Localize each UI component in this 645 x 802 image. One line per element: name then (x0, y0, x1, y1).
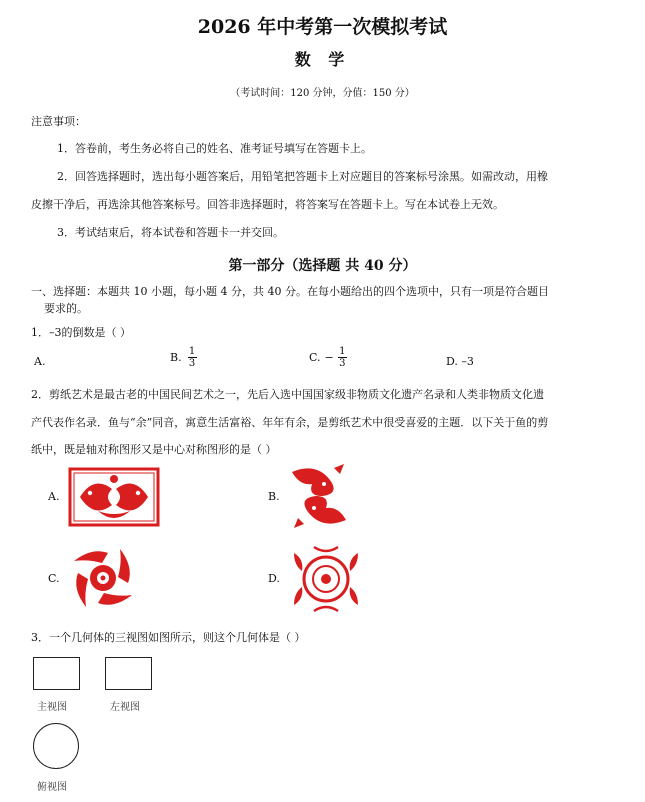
q1-option-d: D. –3 (446, 355, 474, 368)
front-view-rectangle (33, 657, 80, 690)
part-one-heading: 第一部分（选择题 共 40 分） (228, 258, 417, 274)
papercut-fish-a-image (68, 467, 160, 527)
question-2-line-2: 产代表作名录．鱼与“余”同音，寓意生活富裕、年年有余，是剪纸艺术中很受喜爱的主题．以下关于鱼的剪 (31, 416, 549, 429)
q1-option-c-denominator: 3 (339, 358, 346, 369)
note-item-3: 3．考试结束后，将本试卷和答题卡一并交回。 (57, 226, 284, 239)
left-view-caption: 左视图 (110, 702, 140, 713)
papercut-fish-d-image (290, 545, 362, 613)
q1-option-c-fraction (338, 346, 347, 369)
left-view-rectangle (105, 657, 152, 690)
note-item-2-line-2: 皮擦干净后，再选涂其他答案标号。回答非选择题时，将答案写在答题卡上。写在本试卷上无效。 (31, 198, 504, 211)
q1-option-b (170, 346, 197, 369)
subject-title: 数 学 (294, 50, 351, 69)
note-item-1: 1．答卷前，考生务必将自己的姓名、准考证号填写在答题卡上。 (57, 142, 372, 155)
papercut-fish-b-image (286, 462, 352, 530)
q2-option-c-label: C. (48, 572, 60, 585)
question-3-stem: 3．一个几何体的三视图如图所示，则这个几何体是（ ） (31, 631, 306, 644)
papercut-fish-c-image (68, 543, 138, 613)
exam-info: （考试时间：120 分钟，分值：150 分） (230, 88, 415, 99)
question-1-stem: 1．–3的倒数是（ ） (31, 326, 131, 339)
q1-option-b-denominator: 3 (188, 358, 196, 369)
q1-option-c-sign: − (324, 351, 334, 364)
q1-option-c-label: C. (309, 351, 321, 364)
question-2-line-3: 纸中，既是轴对称图形又是中心对称图形的是（ ） (31, 443, 277, 456)
top-view-circle (33, 723, 79, 769)
note-item-2-line-1: 2．回答选择题时，选出每小题答案后，用铅笔把答题卡上对应题目的答案标号涂黑。如需改动，用橡 (57, 170, 548, 183)
q1-option-b-numerator: 1 (188, 346, 196, 357)
q1-option-c (309, 346, 347, 369)
front-view-caption: 主视图 (37, 702, 67, 713)
q1-option-c-numerator: 1 (339, 346, 346, 357)
q1-option-b-label: B. (170, 351, 182, 364)
question-2-line-1: 2．剪纸艺术是最古老的中国民间艺术之一，先后入选中国国家级非物质文化遗产名录和人类非物质文化遗 (31, 388, 544, 401)
top-view-caption: 俯视图 (37, 782, 67, 793)
exam-title: 2026 年中考第一次模拟考试 (197, 16, 448, 38)
q2-option-d-label: D. (268, 572, 280, 585)
section-intro-line-1: 一、选择题：本题共 10 小题，每小题 4 分，共 40 分。在每小题给出的四个选项中，只有一项是符合题目 (31, 285, 549, 298)
q2-option-b-label: B. (268, 490, 280, 503)
notes-heading: 注意事项： (31, 115, 86, 128)
q1-option-a: A. (34, 355, 46, 368)
q1-option-b-fraction (188, 346, 197, 369)
section-intro-line-2: 要求的。 (44, 302, 88, 315)
q2-option-a-label: A. (48, 490, 60, 503)
